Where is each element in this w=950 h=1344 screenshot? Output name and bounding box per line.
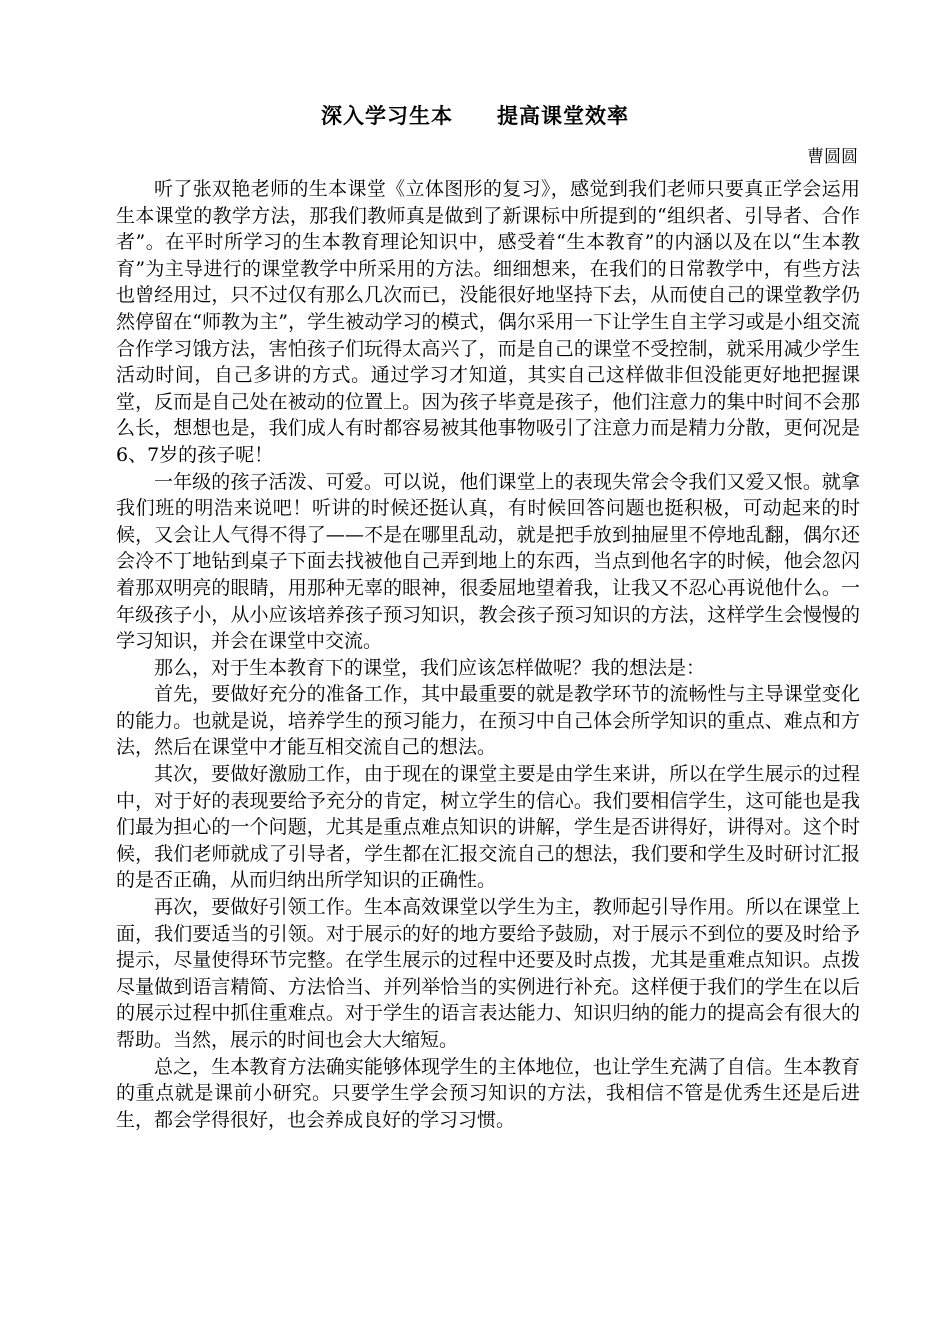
paragraph: 一年级的孩子活泼、可爱。可以说，他们课堂上的表现失常会令我们又爱又恨。就拿我们班的明浩来说吧！听讲的时候还挺认真，有时候回答问题也挺积极，可动起来的时候，又会让人气得不得了——不是在哪里乱动，就是把手放到抽屉里不停地乱翻，偶尔还会冷不丁地钻到桌子下面去找被他自己弄到地上的东西，当点到他名字的时候，他会忽闪着那双明亮的眼睛，用那种无辜的眼神，很委屈地望着我，让我又不忍心再说他什么。一年级孩子小，从小应该培养孩子预习知识，教会孩子预习知识的方法，这样学生会慢慢的学习知识，并会在课堂中交流。 bbox=[116, 470, 860, 653]
paragraph: 那么，对于生本教育下的课堂，我们应该怎样做呢？我的想法是： bbox=[154, 656, 706, 679]
document-title: 深入学习生本 提高课堂效率 bbox=[321, 104, 629, 128]
paragraph: 其次，要做好激励工作，由于现在的课堂主要是由学生来讲，所以在学生展示的过程中，对于好的表现要给予充分的肯定，树立学生的信心。我们要相信学生，这可能也是我们最为担心的一个问题，尤其是重点难点知识的讲解，学生是否讲得好，讲得对。这个时候，我们老师就成了引导者，学生都在汇报交流自己的想法，我们要和学生及时研讨汇报的是否正确，从而归纳出所学知识的正确性。 bbox=[116, 763, 860, 892]
author-name: 曹圆圆 bbox=[807, 147, 858, 167]
paragraph: 听了张双艳老师的生本课堂《立体图形的复习》，感觉到我们老师只要真正学会运用生本课堂的教学方法，那我们教师真是做到了新课标中所提到的“组织者、引导者、合作者”。在平时所学习的生本教育理论知识中，感受着“生本教育”的内涵以及在以“生本教育”为主导进行的课堂教学中所采用的方法。细细想来，在我们的日常教学中，有些方法也曾经用过，只不过仅有那么几次而已，没能很好地坚持下去，从而使自己的课堂教学仍然停留在“师教为主”，学生被动学习的模式，偶尔采用一下让学生自主学习或是小组交流合作学习饿方法，害怕孩子们玩得太高兴了，而是自己的课堂不受控制，就采用减少学生活动时间，自己多讲的方式。通过学习才知道，其实自己这样做非但没能更好地把握课堂，反而是自己处在被动的位置上。因为孩子毕竟是孩子，他们注意力的集中时间不会那么长，想想也是，我们成人有时都容易被其他事物吸引了注意力而是精力分散，更何况是6、7岁的孩子呢！ bbox=[116, 178, 860, 466]
paragraph: 总之，生本教育方法确实能够体现学生的主体地位，也让学生充满了自信。生本教育的重点就是课前小研究。只要学生学会预习知识的方法，我相信不管是优秀生还是后进生，都会学得很好，也会养成良好的学习习惯。 bbox=[116, 1055, 860, 1131]
document-body bbox=[116, 176, 860, 1133]
paragraph: 首先，要做好充分的准备工作，其中最重要的就是教学环节的流畅性与主导课堂变化的能力。也就是说，培养学生的预习能力，在预习中自己体会所学知识的重点、难点和方法，然后在课堂中才能互相交流自己的想法。 bbox=[116, 683, 860, 759]
paragraph: 再次，要做好引领工作。生本高效课堂以学生为主，教师起引导作用。所以在课堂上面，我们要适当的引领。对于展示的好的地方要给予鼓励，对于展示不到位的要及时给予提示，尽量使得环节完整。在学生展示的过程中还要及时点拨，尤其是重难点知识。点拨尽量做到语言精简、方法恰当、并列举恰当的实例进行补充。这样便于我们的学生在以后的展示过程中抓住重难点。对于学生的语言表达能力、知识归纳的能力的提高会有很大的帮助。当然，展示的时间也会大大缩短。 bbox=[116, 896, 860, 1051]
